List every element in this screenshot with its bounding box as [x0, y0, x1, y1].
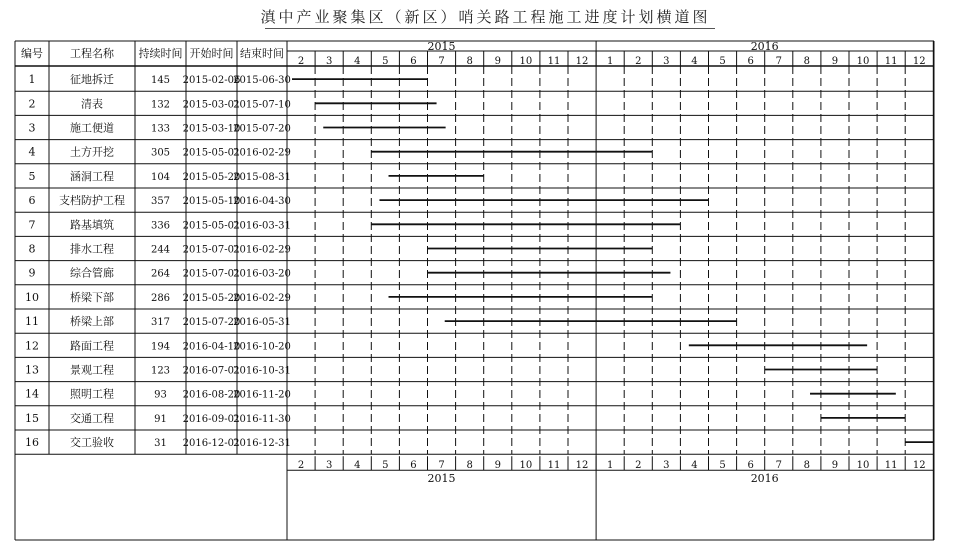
month-label-top: 9	[831, 56, 839, 67]
month-label-bottom: 3	[663, 460, 670, 472]
month-label-top: 3	[325, 56, 333, 67]
year-label-bottom: 2015	[427, 472, 456, 486]
task-id: 16	[25, 436, 39, 450]
task-end: 2016-02-29	[233, 292, 291, 304]
task-id: 1	[28, 73, 36, 87]
month-label-bottom: 5	[382, 460, 389, 472]
month-label-top: 8	[466, 56, 473, 67]
task-name: 交工验收	[70, 436, 114, 450]
task-end: 2015-07-20	[233, 123, 291, 135]
task-id: 14	[25, 387, 39, 401]
year-label-top: 2016	[750, 40, 779, 53]
month-label-top: 2	[297, 56, 305, 67]
task-start: 2015-07-01	[182, 244, 241, 256]
task-id: 12	[25, 339, 39, 353]
task-name: 景观工程	[70, 363, 114, 377]
task-id: 8	[28, 242, 36, 256]
task-end: 2016-10-20	[233, 341, 291, 353]
task-duration: 286	[150, 292, 171, 304]
task-name: 综合管廊	[70, 266, 114, 280]
month-label-bottom: 12	[575, 460, 589, 472]
task-id: 15	[25, 411, 39, 425]
month-label-top: 6	[410, 56, 417, 67]
month-label-bottom: 10	[856, 460, 870, 472]
task-end: 2016-11-30	[233, 413, 291, 425]
month-label-top: 10	[856, 56, 870, 67]
year-label-top: 2015	[427, 40, 456, 53]
month-label-bottom: 3	[325, 460, 333, 472]
task-duration: 244	[150, 244, 171, 256]
task-duration: 357	[150, 196, 171, 208]
task-duration: 91	[154, 413, 167, 425]
task-name: 清表	[81, 97, 103, 111]
task-start: 2015-05-20	[182, 171, 241, 183]
task-id: 3	[28, 121, 36, 135]
task-name: 支档防护工程	[59, 194, 125, 208]
month-label-top: 4	[354, 56, 361, 67]
task-name: 涵洞工程	[70, 169, 114, 183]
task-name: 路基填筑	[70, 218, 114, 232]
task-start: 2015-05-20	[182, 292, 241, 304]
task-id: 6	[28, 194, 36, 208]
task-duration: 145	[150, 75, 171, 87]
month-label-top: 12	[575, 56, 589, 67]
task-end: 2016-05-31	[233, 317, 291, 329]
month-label-bottom: 8	[466, 460, 473, 472]
month-label-top: 9	[494, 56, 501, 67]
task-name: 照明工程	[70, 387, 114, 401]
task-duration: 104	[150, 171, 171, 183]
task-end: 2016-12-31	[233, 438, 291, 450]
task-name: 桥梁上部	[70, 315, 114, 329]
task-start: 2015-02-06	[182, 75, 241, 87]
task-start: 2016-04-10	[182, 341, 241, 353]
header-end: 结束时间	[240, 47, 284, 60]
task-name: 土方开挖	[70, 145, 114, 159]
month-label-top: 1	[606, 56, 614, 67]
month-label-bottom: 10	[519, 460, 533, 472]
header-name: 工程名称	[70, 47, 114, 60]
task-end: 2016-11-20	[233, 389, 291, 401]
header-start: 开始时间	[189, 47, 234, 60]
task-id: 7	[28, 218, 36, 232]
month-label-bottom: 4	[354, 460, 361, 472]
task-end: 2015-07-10	[233, 99, 291, 111]
month-label-bottom: 6	[747, 460, 754, 472]
month-label-top: 7	[438, 56, 445, 67]
month-label-bottom: 5	[719, 460, 726, 472]
task-duration: 132	[150, 99, 171, 111]
task-duration: 93	[154, 389, 167, 401]
task-duration: 317	[150, 317, 171, 329]
task-end: 2016-03-20	[233, 268, 291, 280]
task-id: 4	[28, 145, 36, 159]
year-label-bottom: 2016	[750, 472, 779, 486]
month-label-top: 10	[519, 56, 533, 67]
month-label-top: 5	[382, 56, 389, 67]
task-duration: 123	[150, 365, 171, 377]
task-start: 2015-07-01	[182, 268, 241, 280]
month-label-bottom: 2	[297, 460, 305, 472]
task-name: 交通工程	[70, 411, 114, 425]
task-name: 排水工程	[70, 242, 114, 256]
task-duration: 31	[154, 438, 167, 450]
task-name: 征地拆迁	[70, 73, 114, 87]
month-label-bottom: 2	[635, 460, 642, 472]
month-label-bottom: 12	[912, 460, 926, 472]
task-start: 2016-07-01	[182, 365, 241, 377]
month-label-top: 3	[663, 56, 670, 67]
month-label-bottom: 4	[691, 460, 698, 472]
month-label-top: 11	[547, 56, 561, 67]
month-label-top: 5	[719, 56, 726, 67]
task-duration: 133	[150, 123, 171, 135]
task-end: 2016-04-30	[233, 196, 291, 208]
task-start: 2016-12-01	[182, 438, 241, 450]
task-name: 施工便道	[70, 121, 114, 135]
header-duration: 持续时间	[138, 47, 183, 60]
task-id: 11	[25, 315, 39, 329]
task-start: 2015-05-01	[182, 220, 241, 232]
month-label-top: 11	[884, 56, 898, 67]
task-end: 2016-02-29	[233, 147, 291, 159]
task-name: 路面工程	[70, 339, 114, 353]
task-start: 2016-08-20	[182, 389, 241, 401]
task-start: 2015-07-20	[182, 317, 241, 329]
task-start: 2015-05-10	[182, 196, 241, 208]
month-label-top: 8	[803, 56, 811, 67]
task-start: 2015-03-10	[182, 123, 241, 135]
month-label-bottom: 1	[606, 460, 614, 472]
task-end: 2016-02-29	[233, 244, 291, 256]
month-label-bottom: 8	[803, 460, 811, 472]
month-label-bottom: 7	[438, 460, 445, 472]
task-end: 2016-10-31	[233, 365, 291, 377]
month-label-top: 2	[635, 56, 642, 67]
month-label-bottom: 9	[831, 460, 839, 472]
task-id: 5	[28, 169, 36, 183]
page-title: 滇中产业聚集区（新区）哨关路工程施工进度计划横道图	[260, 8, 711, 26]
task-name: 桥梁下部	[70, 290, 114, 304]
month-label-bottom: 6	[410, 460, 417, 472]
task-start: 2015-05-01	[182, 147, 241, 159]
month-label-top: 4	[691, 56, 698, 67]
month-label-bottom: 11	[884, 460, 898, 472]
task-end: 2015-08-31	[233, 171, 291, 183]
task-duration: 336	[150, 220, 171, 232]
task-id: 13	[25, 363, 39, 377]
month-label-top: 7	[775, 56, 782, 67]
task-duration: 264	[150, 268, 171, 280]
task-start: 2015-03-01	[182, 99, 241, 111]
task-id: 2	[28, 97, 36, 111]
task-duration: 194	[150, 341, 171, 353]
month-label-bottom: 7	[775, 460, 782, 472]
task-duration: 305	[150, 147, 171, 159]
task-id: 9	[28, 266, 36, 280]
task-start: 2016-09-01	[182, 413, 241, 425]
header-id: 编号	[21, 47, 43, 60]
task-id: 10	[25, 290, 39, 304]
month-label-top: 12	[912, 56, 926, 67]
month-label-bottom: 9	[494, 460, 501, 472]
month-label-bottom: 11	[547, 460, 561, 472]
month-label-top: 6	[747, 56, 754, 67]
task-end: 2016-03-31	[233, 220, 291, 232]
task-end: 2015-06-30	[233, 75, 291, 87]
